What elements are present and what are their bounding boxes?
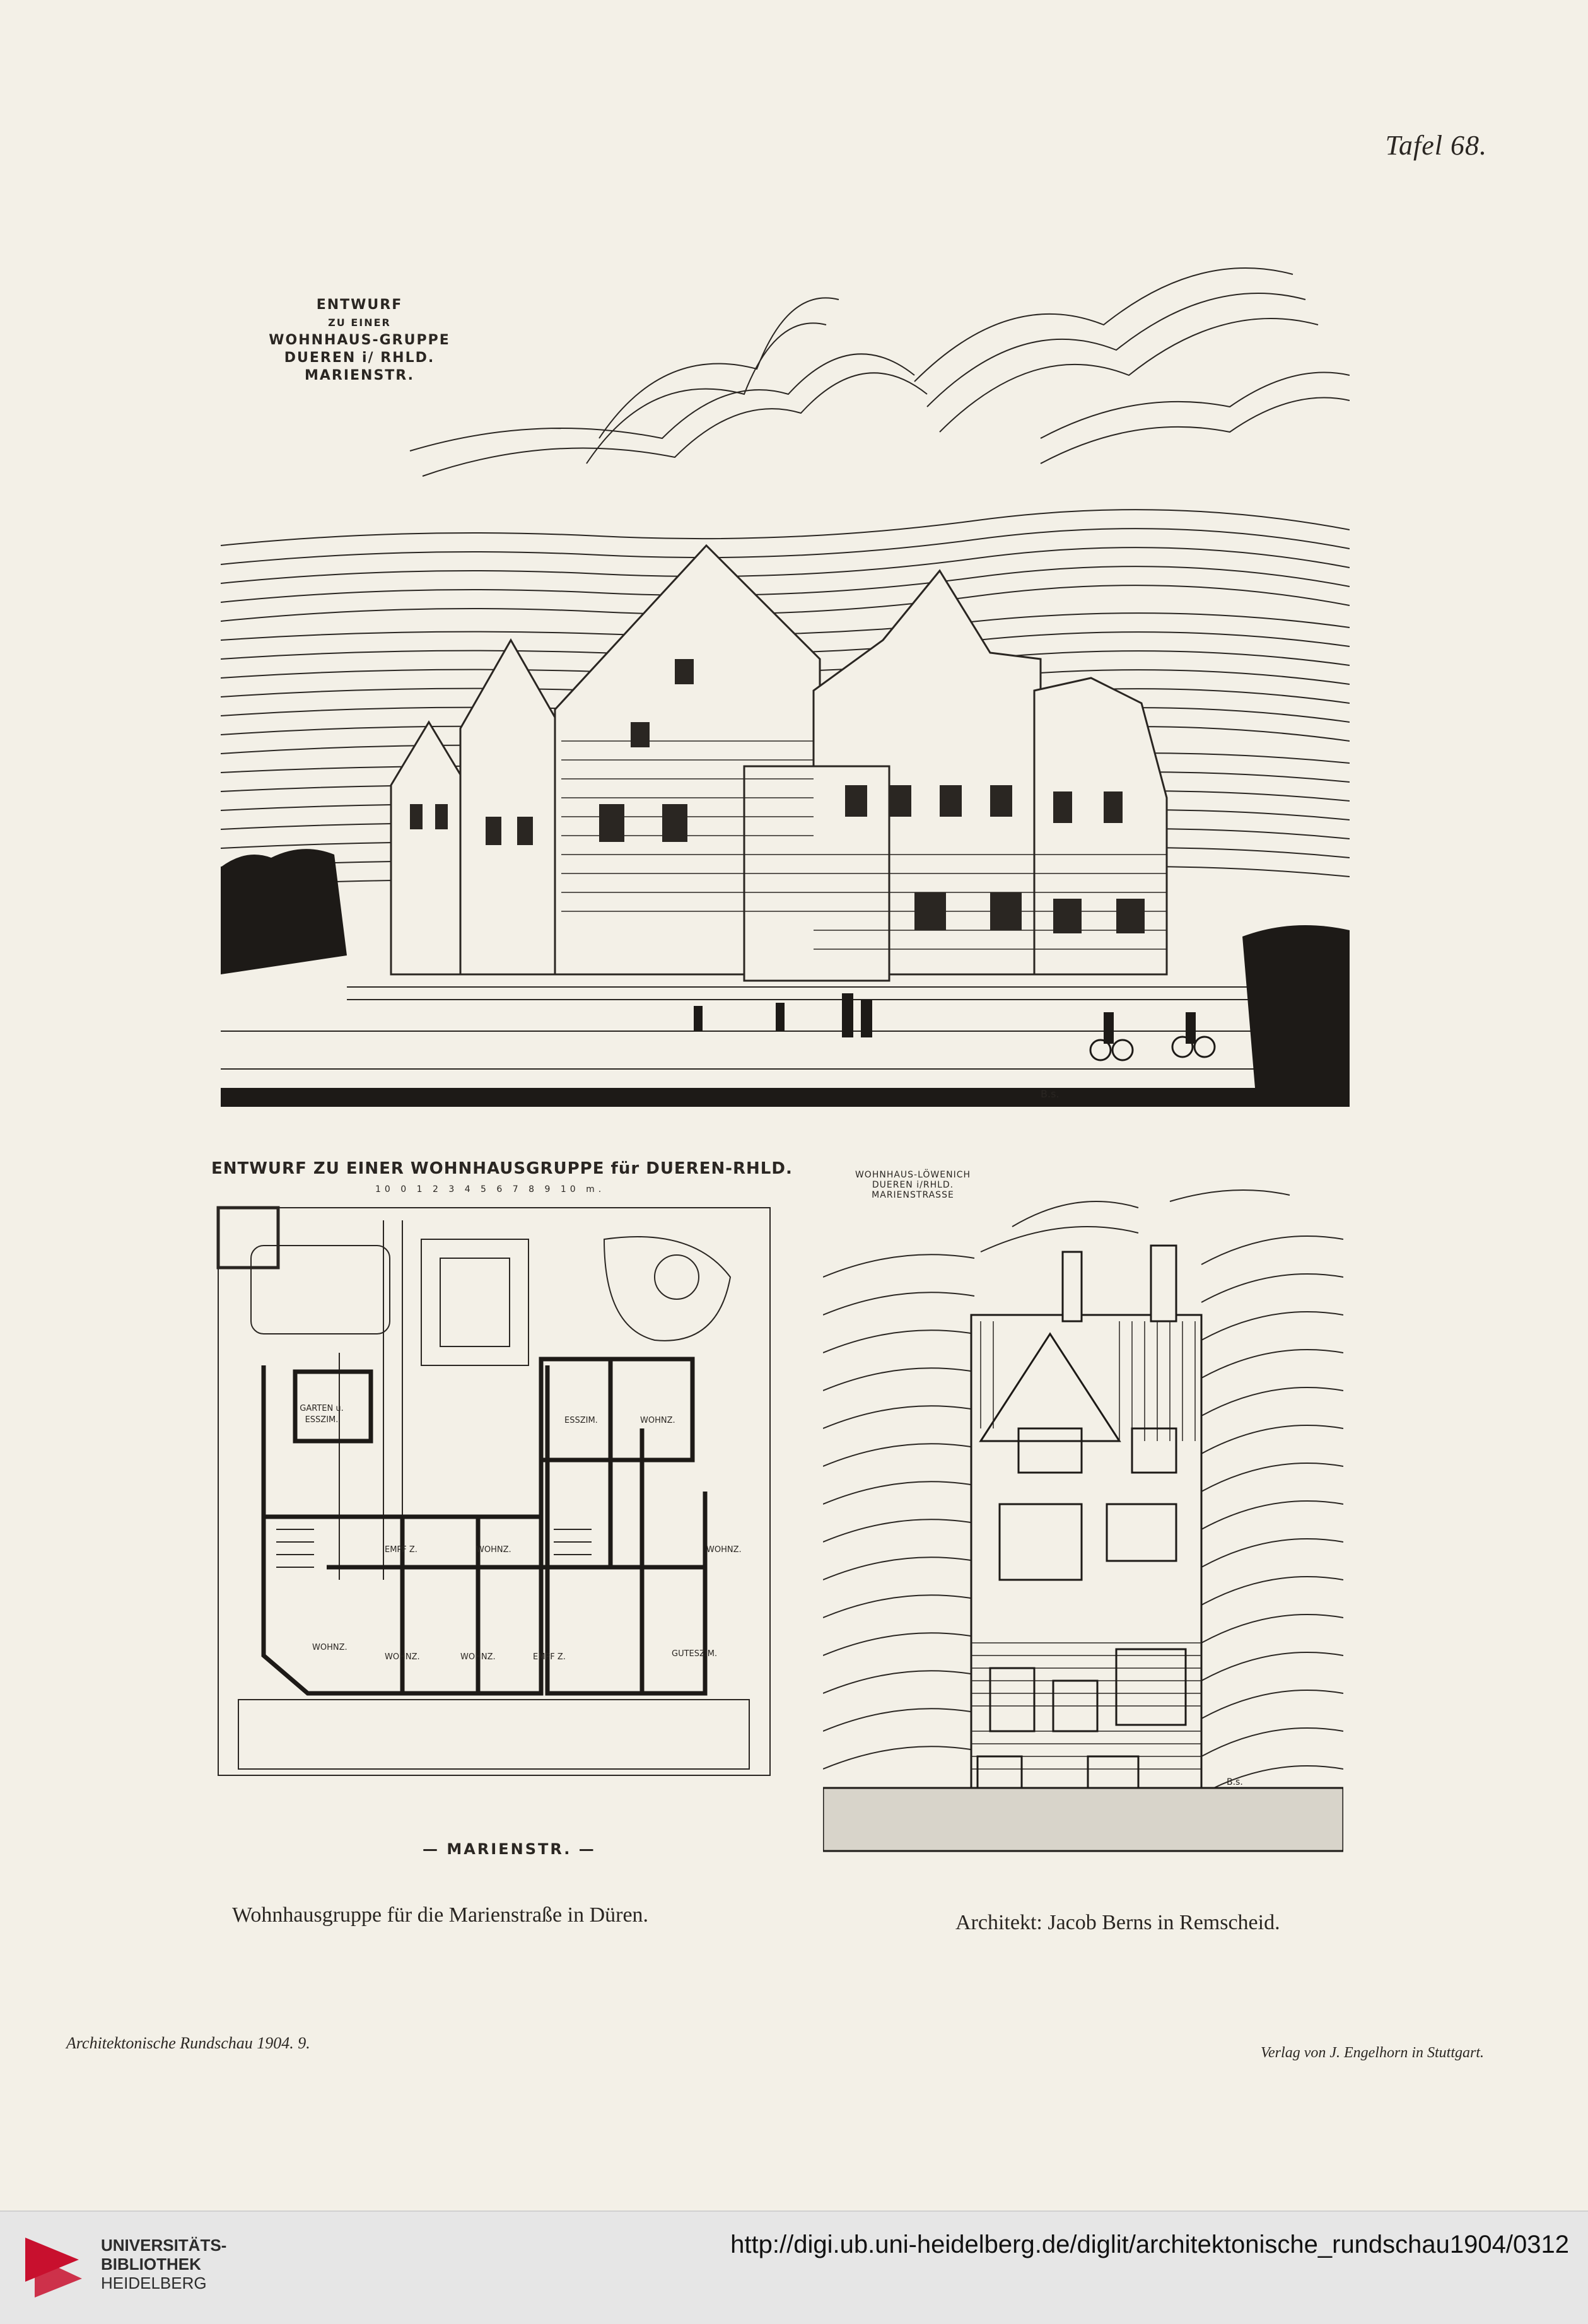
plate-number: Tafel 68. (1385, 130, 1487, 161)
plan-room-label: ESSZIM. (564, 1416, 598, 1425)
journal-reference: Architektonische Rundschau 1904. 9. (66, 2034, 310, 2052)
floor-plan (213, 1201, 774, 1801)
plan-room-label: WOHNZ. (385, 1652, 420, 1662)
elevation-label-line: WOHNHAUS-LÖWENICH (855, 1170, 971, 1180)
perspective-title-line: ZU EINER (328, 317, 391, 329)
plan-room-label: WOHNZ. (640, 1416, 675, 1425)
elevation-label-line: DUEREN i/RHLD. (872, 1180, 954, 1190)
perspective-title-line: WOHNHAUS-GRUPPE (269, 332, 450, 348)
stairs (276, 1529, 592, 1567)
elevation-signature: B.s. (1227, 1777, 1243, 1787)
library-name-line: BIBLIOTHEK (101, 2255, 201, 2274)
perspective-title (240, 296, 479, 385)
elevation-ground (823, 1788, 1343, 1851)
plan-room-label: WOHNZ. (476, 1545, 511, 1555)
plan-room-label: WOHNZ. (312, 1643, 347, 1652)
plan-room-label: GUTESZIM. (672, 1649, 718, 1659)
perspective-signature: B.s. (1041, 1088, 1060, 1100)
plan-room-label: EMPF Z. (533, 1652, 566, 1662)
caption-right: Architekt: Jacob Berns in Remscheid. (955, 1911, 1280, 1934)
trees-right (1242, 925, 1350, 1088)
ground-dark (221, 1088, 1350, 1107)
plan-room-label: WOHNZ. (706, 1545, 742, 1555)
elevation-drawing (823, 1189, 1343, 1870)
perspective-title-line: DUEREN i/ RHLD. (284, 350, 435, 366)
plan-room-label: WOHNZ. (460, 1652, 496, 1662)
plan-room-label: GARTEN u. ESSZIM. (300, 1404, 344, 1425)
publisher-line: Verlag von J. Engelhorn in Stuttgart. (1261, 2045, 1484, 2061)
elevation-facade (971, 1246, 1201, 1788)
caption-left: Wohnhausgruppe für die Marienstraße in Düren. (232, 1903, 649, 1927)
garden-paths (251, 1220, 730, 1580)
perspective-title-line: MARIENSTR. (304, 368, 415, 383)
library-name-line: UNIVERSITÄTS- (101, 2236, 227, 2255)
building-group (391, 546, 1167, 981)
document-url-link[interactable]: http://digi.ub.uni-heidelberg.de/diglit/architektonische_rundschau1904/0312 (730, 2231, 1569, 2258)
library-footer (0, 2210, 1588, 2324)
perspective-title-line: ENTWURF (316, 297, 403, 313)
library-name-line: HEIDELBERG (101, 2274, 207, 2292)
elevation-label-line: MARIENSTRASSE (872, 1190, 954, 1200)
street-figures (694, 993, 1215, 1060)
plan-room-label: EMPF Z. (385, 1545, 417, 1555)
plan-scale: 10 0 1 2 3 4 5 6 7 8 9 10 m. (375, 1184, 605, 1194)
plan-heading: ENTWURF ZU EINER WOHNHAUSGRUPPE für DUEREN-RHLD. (211, 1159, 793, 1178)
trees-left (221, 849, 347, 974)
university-library-logo-icon (19, 2231, 88, 2301)
plan-street-name: — MARIENSTR. — (423, 1840, 596, 1858)
library-name (101, 2236, 226, 2292)
